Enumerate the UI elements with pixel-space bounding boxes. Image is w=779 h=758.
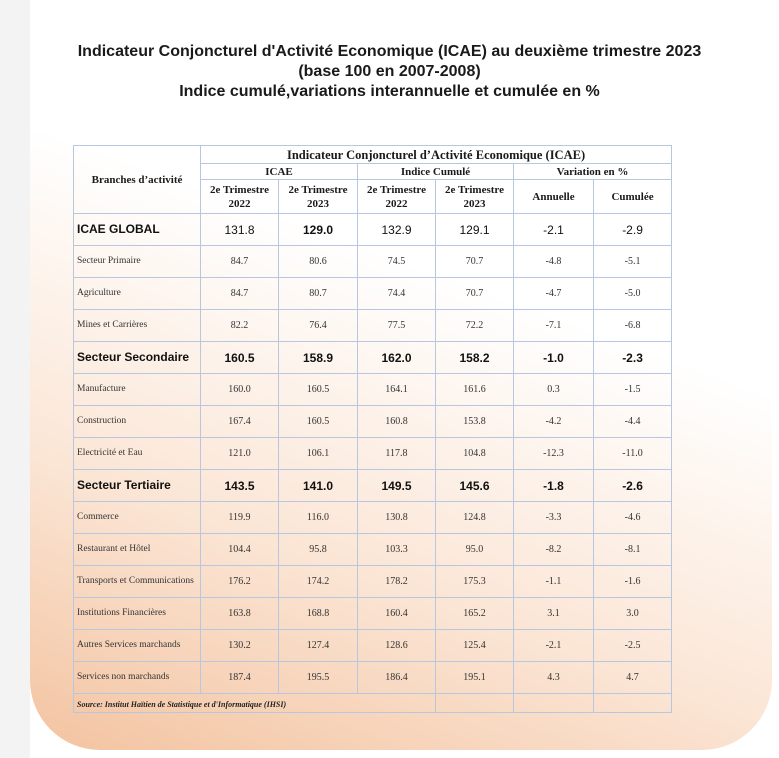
table-row [74, 502, 672, 534]
col-icae-2023: 2e Trimestre 2023 [279, 180, 358, 214]
cell: 124.8 [436, 502, 514, 534]
cell: 160.5 [279, 374, 358, 406]
table-row [74, 438, 672, 470]
cell: 160.4 [358, 598, 436, 630]
row-label: Secteur Secondaire [74, 342, 201, 374]
cell: 4.3 [514, 662, 594, 694]
cell: 104.4 [201, 534, 279, 566]
cell: -4.6 [594, 502, 672, 534]
cell: 195.5 [279, 662, 358, 694]
cell: 4.7 [594, 662, 672, 694]
cell: 127.4 [279, 630, 358, 662]
cell: -4.8 [514, 246, 594, 278]
title-line-2: (base 100 en 2007-2008) [298, 63, 481, 80]
table-row [74, 406, 672, 438]
cell: 162.0 [358, 342, 436, 374]
table-row [74, 534, 672, 566]
cell: 125.4 [436, 630, 514, 662]
cell: 106.1 [279, 438, 358, 470]
cell: 116.0 [279, 502, 358, 534]
row-label: Secteur Primaire [74, 246, 201, 278]
cell: 74.5 [358, 246, 436, 278]
cell: -12.3 [514, 438, 594, 470]
cell: -2.6 [594, 470, 672, 502]
cell: 119.9 [201, 502, 279, 534]
table-row [74, 662, 672, 694]
cell: 164.1 [358, 374, 436, 406]
group-icae-header: ICAE [201, 164, 358, 180]
table-row [74, 374, 672, 406]
empty-cell [436, 694, 514, 713]
table-row [74, 630, 672, 662]
col-annuelle: Annuelle [514, 180, 594, 214]
cell: -5.0 [594, 278, 672, 310]
cell: 80.7 [279, 278, 358, 310]
cell: 149.5 [358, 470, 436, 502]
cell: 130.2 [201, 630, 279, 662]
cell: -4.2 [514, 406, 594, 438]
cell: 128.6 [358, 630, 436, 662]
cell: -2.1 [514, 630, 594, 662]
cell: -4.4 [594, 406, 672, 438]
cell: 3.0 [594, 598, 672, 630]
cell: 160.5 [201, 342, 279, 374]
cell: 131.8 [201, 214, 279, 246]
cell: 0.3 [514, 374, 594, 406]
cell: 129.1 [436, 214, 514, 246]
cell: 187.4 [201, 662, 279, 694]
title-line-1: Indicateur Conjoncturel d'Activité Economique (ICAE) au deuxième trimestre 2023 [77, 43, 702, 60]
col-icae-2022: 2e Trimestre 2022 [201, 180, 279, 214]
row-label: Agriculture [74, 278, 201, 310]
branch-header: Branches d’activité [74, 146, 201, 214]
table-row [74, 598, 672, 630]
col-cumul-2022: 2e Trimestre 2022 [358, 180, 436, 214]
row-label: Secteur Tertiaire [74, 470, 201, 502]
table-row [74, 310, 672, 342]
cell: 174.2 [279, 566, 358, 598]
cell: -11.0 [594, 438, 672, 470]
cell: 3.1 [514, 598, 594, 630]
cell: 82.2 [201, 310, 279, 342]
cell: 103.3 [358, 534, 436, 566]
cell: 70.7 [436, 278, 514, 310]
group-cumul-header: Indice Cumulé [358, 164, 514, 180]
row-label: Manufacture [74, 374, 201, 406]
cell: -2.1 [514, 214, 594, 246]
cell: 175.3 [436, 566, 514, 598]
cell: 158.2 [436, 342, 514, 374]
source-cell [74, 694, 436, 713]
main-header: Indicateur Conjoncturel d’Activité Economique (ICAE) [201, 146, 672, 164]
cell: -6.8 [594, 310, 672, 342]
source-row [74, 694, 672, 713]
row-label: Institutions Financières [74, 598, 201, 630]
cell: 165.2 [436, 598, 514, 630]
col-cumul-2023: 2e Trimestre 2023 [436, 180, 514, 214]
table-row [74, 342, 672, 374]
cell: -2.5 [594, 630, 672, 662]
col-cumulee: Cumulée [594, 180, 672, 214]
icae-table [73, 145, 672, 713]
cell: 186.4 [358, 662, 436, 694]
cell: 132.9 [358, 214, 436, 246]
row-label: Mines et Carrières [74, 310, 201, 342]
cell: 95.0 [436, 534, 514, 566]
title-block [0, 42, 779, 102]
cell: 76.4 [279, 310, 358, 342]
cell: 84.7 [201, 246, 279, 278]
cell: -8.1 [594, 534, 672, 566]
table-row [74, 246, 672, 278]
empty-cell [514, 694, 594, 713]
cell: 104.8 [436, 438, 514, 470]
left-margin-strip [0, 0, 30, 758]
cell: -3.3 [514, 502, 594, 534]
cell: 167.4 [201, 406, 279, 438]
group-variation-header: Variation en % [514, 164, 672, 180]
row-label: Restaurant et Hôtel [74, 534, 201, 566]
title-line-3: Indice cumulé,variations interannuelle et cumulée en % [179, 83, 600, 100]
cell: 141.0 [279, 470, 358, 502]
row-label: Electricité et Eau [74, 438, 201, 470]
cell: 70.7 [436, 246, 514, 278]
empty-cell [594, 694, 672, 713]
cell: 160.5 [279, 406, 358, 438]
cell: -1.5 [594, 374, 672, 406]
cell: -8.2 [514, 534, 594, 566]
row-label: Services non marchands [74, 662, 201, 694]
row-label: Autres Services marchands [74, 630, 201, 662]
cell: 160.8 [358, 406, 436, 438]
cell: -5.1 [594, 246, 672, 278]
cell: 80.6 [279, 246, 358, 278]
cell: 161.6 [436, 374, 514, 406]
row-label: Commerce [74, 502, 201, 534]
cell: -1.6 [594, 566, 672, 598]
table-row [74, 214, 672, 246]
cell: 130.8 [358, 502, 436, 534]
row-label: Transports et Communications [74, 566, 201, 598]
cell: -2.9 [594, 214, 672, 246]
source-note: Source: Institut Haïtien de Statistique et d'Informatique (IHSI) [77, 700, 287, 709]
table-row [74, 278, 672, 310]
row-label: ICAE GLOBAL [74, 214, 201, 246]
cell: -2.3 [594, 342, 672, 374]
cell: -7.1 [514, 310, 594, 342]
cell: -1.0 [514, 342, 594, 374]
cell: 176.2 [201, 566, 279, 598]
cell: 145.6 [436, 470, 514, 502]
table-row [74, 470, 672, 502]
table-row [74, 566, 672, 598]
cell: 129.0 [279, 214, 358, 246]
cell: 143.5 [201, 470, 279, 502]
cell: 84.7 [201, 278, 279, 310]
row-label: Construction [74, 406, 201, 438]
cell: -1.8 [514, 470, 594, 502]
cell: 117.8 [358, 438, 436, 470]
cell: 72.2 [436, 310, 514, 342]
cell: 153.8 [436, 406, 514, 438]
cell: 178.2 [358, 566, 436, 598]
cell: -4.7 [514, 278, 594, 310]
cell: 77.5 [358, 310, 436, 342]
cell: -1.1 [514, 566, 594, 598]
cell: 160.0 [201, 374, 279, 406]
cell: 195.1 [436, 662, 514, 694]
cell: 168.8 [279, 598, 358, 630]
cell: 121.0 [201, 438, 279, 470]
cell: 74.4 [358, 278, 436, 310]
cell: 95.8 [279, 534, 358, 566]
cell: 163.8 [201, 598, 279, 630]
cell: 158.9 [279, 342, 358, 374]
